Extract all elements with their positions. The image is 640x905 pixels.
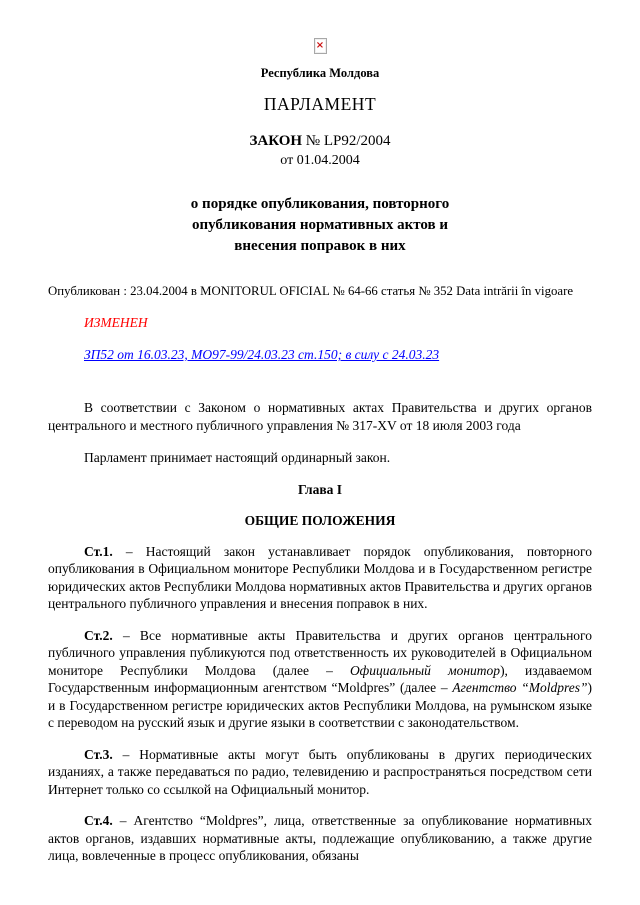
document-title <box>48 194 592 257</box>
article-2-label: Ст.2. <box>84 627 113 643</box>
article-1 <box>48 543 592 613</box>
publication-info: Опубликован : 23.04.2004 в MONITORUL OFICIAL № 64-66 статья № 352 Data intrării în vigoare <box>48 284 574 298</box>
article-2 <box>48 627 592 732</box>
document-title-line-1: о порядке опубликования, повторного <box>190 196 450 212</box>
chapter-number: Глава I <box>297 481 343 497</box>
amendment-link[interactable]: ЗП52 от 16.03.23, МО97-99/24.03.23 ст.150; в силу с 24.03.23 <box>84 347 440 362</box>
article-2-term-agency-moldpres: Агентство “Moldpres” <box>452 680 588 695</box>
article-1-label: Ст.1. <box>84 543 113 559</box>
chapter-title: ОБЩИЕ ПОЛОЖЕНИЯ <box>244 512 396 528</box>
amendment-status: ИЗМЕНЕН <box>84 315 148 330</box>
article-2-text: – Все нормативные акты Правительства и других органов центрального публичного управления публикуются под ответственность их руководителей в Официальном мониторе Республики Молдова (далее – <box>48 627 592 678</box>
broken-image-icon: × <box>314 38 327 54</box>
country-name: Республика Молдова <box>260 66 380 80</box>
law-label: ЗАКОН <box>249 133 303 149</box>
institution-name: ПАРЛАМЕНТ <box>263 94 377 114</box>
document-title-line-2: опубликования нормативных актов и <box>191 217 449 233</box>
preamble-paragraph-2: Парламент принимает настоящий ординарный закон. <box>84 450 391 465</box>
amendment-link-line <box>84 347 592 363</box>
article-3 <box>48 746 592 799</box>
article-4 <box>48 812 592 865</box>
law-date: от 01.04.2004 <box>280 153 360 168</box>
document-header <box>48 38 592 169</box>
article-2-text-2: ), издаваемом Государственным информационным агентством “Moldpres” (далее – <box>48 662 592 695</box>
article-3-label: Ст.3. <box>84 746 113 762</box>
preamble-paragraph-1: В соответствии с Законом о нормативных актах Правительства и других органов центрального и местного публичного управления № 317-XV от 18 июля 2003 года <box>48 400 592 433</box>
article-4-text: – Агентство “Moldpres”, лица, ответственные за опубликование нормативных актов органов, издавших нормативные акты, подлежащие опубликованию, а также другие лица, вовлеченные в процесс опубликования, обязаны <box>48 813 593 863</box>
document-title-line-3: внесения поправок в них <box>234 238 406 254</box>
article-1-text: – Настоящий закон устанавливает порядок опубликования, повторного опубликования в Официальном мониторе Республики Молдова и в Государственном регистре юридических актов Республики Молдова нормативных актов Правительства и других органов центрального публичного управления и внесения поправок в них. <box>48 543 592 611</box>
law-number-line <box>48 133 592 150</box>
article-3-text: – Нормативные акты могут быть опубликованы в других периодических изданиях, а также передаваться по радио, телевидению и распространяться посредством сети Интернет только со ссылкой на Официальный монитор. <box>48 746 592 797</box>
law-number: № LP92/2004 <box>305 133 391 149</box>
article-2-text-3: ) и в Государственном регистре юридических актов Республики Молдова, на румынском языке с переводом на русский язык и другие языки в соответствии с законодательством. <box>48 680 593 730</box>
article-4-label: Ст.4. <box>84 813 113 828</box>
article-2-term-official-monitor: Официальный монитор <box>349 662 501 678</box>
